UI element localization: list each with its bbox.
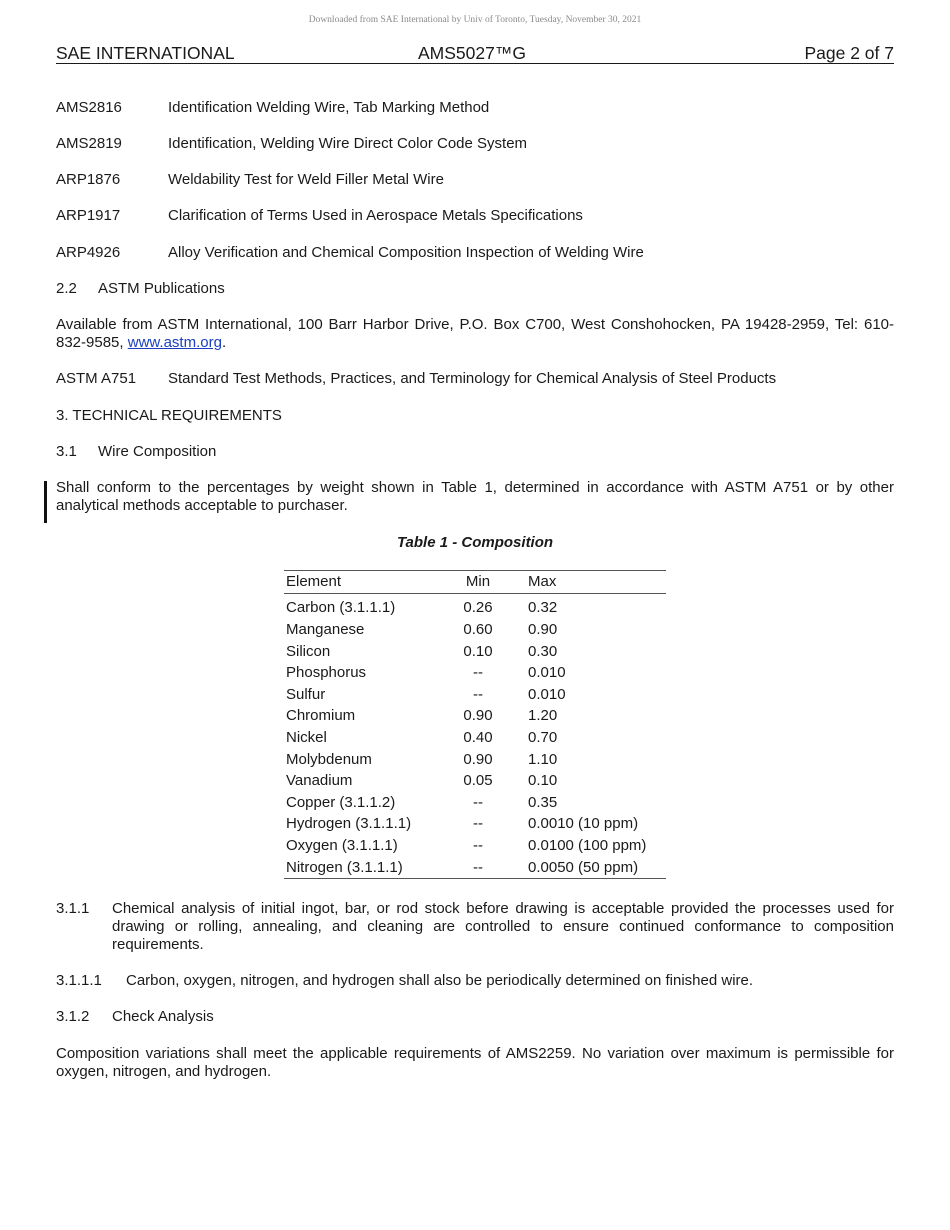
table-row	[284, 619, 666, 641]
ref-code: ARP4926	[56, 244, 121, 261]
cell-min: --	[473, 836, 483, 854]
table-row	[284, 792, 666, 814]
section-3-1-1	[56, 900, 894, 954]
page-header	[56, 43, 894, 64]
cell-max: 0.010	[528, 685, 566, 703]
section-heading-3: 3. TECHNICAL REQUIREMENTS	[56, 407, 282, 424]
cell-max: 0.70	[528, 728, 558, 746]
astm-website-link[interactable]: www.astm.org	[127, 334, 222, 351]
astm-availability-paragraph	[56, 316, 894, 352]
cell-element: Copper (3.1.1.2)	[286, 793, 396, 811]
availability-text: Available from ASTM International, 100 Barr Harbor Drive, P.O. Box C700, West Conshohocken, PA 19428-2959, Tel: 610-832-9585,	[56, 316, 894, 351]
cell-element: Chromium	[286, 707, 356, 725]
section-number: 3.1.2	[56, 1008, 90, 1025]
cell-max: 1.10	[528, 750, 558, 768]
cell-min: 0.26	[463, 599, 493, 616]
header-doc-number: AMS5027™G	[418, 43, 526, 63]
composition-table	[284, 570, 666, 879]
ref-code: ARP1917	[56, 207, 121, 224]
table-header-row	[284, 571, 666, 594]
table-caption: Table 1 - Composition	[396, 534, 554, 551]
header-min: Min	[465, 573, 491, 590]
cell-max: 0.0100 (100 ppm)	[528, 836, 647, 854]
cell-min: --	[473, 685, 483, 703]
header-org: SAE INTERNATIONAL	[56, 43, 235, 63]
cell-min: 0.90	[463, 750, 493, 768]
download-watermark: Downloaded from SAE International by Univ of Toronto, Tuesday, November 30, 2021	[308, 15, 642, 25]
ref-title: Alloy Verification and Chemical Composition Inspection of Welding Wire	[168, 244, 644, 261]
cell-min: 0.05	[463, 772, 493, 790]
cell-max: 0.10	[528, 772, 558, 790]
cell-element: Sulfur	[286, 685, 326, 703]
ref-code: AMS2816	[56, 99, 122, 116]
cell-max: 0.30	[528, 642, 558, 660]
cell-element: Nickel	[286, 728, 327, 746]
section-title: Check Analysis	[112, 1008, 214, 1025]
cell-min: 0.40	[463, 728, 493, 746]
ref-title: Identification, Welding Wire Direct Color Code System	[168, 135, 528, 152]
ref-title: Weldability Test for Weld Filler Metal Wire	[168, 171, 444, 188]
section-number: 3.1.1.1	[56, 972, 102, 989]
ref-title: Clarification of Terms Used in Aerospace Metals Specifications	[168, 207, 583, 224]
cell-element: Carbon (3.1.1.1)	[286, 599, 396, 616]
ref-code: AMS2819	[56, 135, 122, 152]
section-number: 2.2	[56, 280, 77, 297]
ref-code: ASTM A751	[56, 370, 137, 387]
cell-element: Molybdenum	[286, 750, 372, 768]
table-row	[284, 705, 666, 727]
cell-element: Vanadium	[286, 772, 353, 790]
section-title: Wire Composition	[98, 443, 217, 460]
header-page-number: Page 2 of 7	[804, 43, 894, 63]
header-element: Element	[286, 573, 342, 590]
cell-min: --	[473, 793, 483, 811]
ref-title: Identification Welding Wire, Tab Marking Method	[168, 99, 490, 116]
composition-requirement-paragraph: Shall conform to the percentages by weight shown in Table 1, determined in accordance with ASTM A751 or by other analytical methods acceptable to purchaser.	[56, 479, 894, 514]
cell-min: --	[473, 664, 483, 682]
cell-max: 0.90	[528, 621, 558, 638]
header-max: Max	[528, 573, 557, 590]
section-title: ASTM Publications	[98, 280, 225, 297]
table-row	[284, 727, 666, 749]
ref-code: ARP1876	[56, 171, 121, 188]
table-row	[284, 662, 666, 684]
cell-max: 0.0050 (50 ppm)	[528, 858, 639, 876]
table-row	[284, 813, 666, 835]
table-row	[284, 749, 666, 771]
availability-end: .	[221, 334, 227, 351]
cell-element: Silicon	[286, 642, 331, 660]
table-row	[284, 857, 666, 880]
cell-max: 0.0010 (10 ppm)	[528, 815, 639, 833]
section-text: Carbon, oxygen, nitrogen, and hydrogen shall also be periodically determined on finished wire.	[126, 972, 754, 989]
cell-min: 0.60	[463, 621, 493, 638]
cell-max: 0.35	[528, 793, 558, 811]
cell-min: --	[473, 815, 483, 833]
cell-min: 0.10	[463, 642, 493, 660]
cell-element: Oxygen (3.1.1.1)	[286, 836, 398, 854]
cell-element: Nitrogen (3.1.1.1)	[286, 858, 403, 876]
cell-min: --	[473, 858, 483, 876]
table-row	[284, 641, 666, 663]
section-text: Chemical analysis of initial ingot, bar, or rod stock before drawing is acceptable provided the processes used for drawing or rolling, annealing, and cleaning are controlled to ensure continued conformance to composition requirements.	[112, 900, 894, 953]
cell-max: 0.32	[528, 599, 558, 616]
cell-element: Hydrogen (3.1.1.1)	[286, 815, 412, 833]
cell-element: Manganese	[286, 621, 365, 638]
cell-max: 1.20	[528, 707, 558, 725]
revision-change-bar	[44, 481, 47, 523]
check-analysis-paragraph: Composition variations shall meet the applicable requirements of AMS2259. No variation over maximum is permissible for oxygen, nitrogen, and hydrogen.	[56, 1045, 894, 1080]
table-row	[284, 684, 666, 706]
section-number: 3.1.1	[56, 900, 90, 917]
table-row	[284, 835, 666, 857]
cell-min: 0.90	[463, 707, 493, 725]
ref-title: Standard Test Methods, Practices, and Terminology for Chemical Analysis of Steel Products	[168, 370, 777, 387]
section-number: 3.1	[56, 443, 77, 460]
cell-max: 0.010	[528, 664, 566, 682]
cell-element: Phosphorus	[286, 664, 367, 682]
table-row	[284, 594, 666, 619]
table-row	[284, 770, 666, 792]
